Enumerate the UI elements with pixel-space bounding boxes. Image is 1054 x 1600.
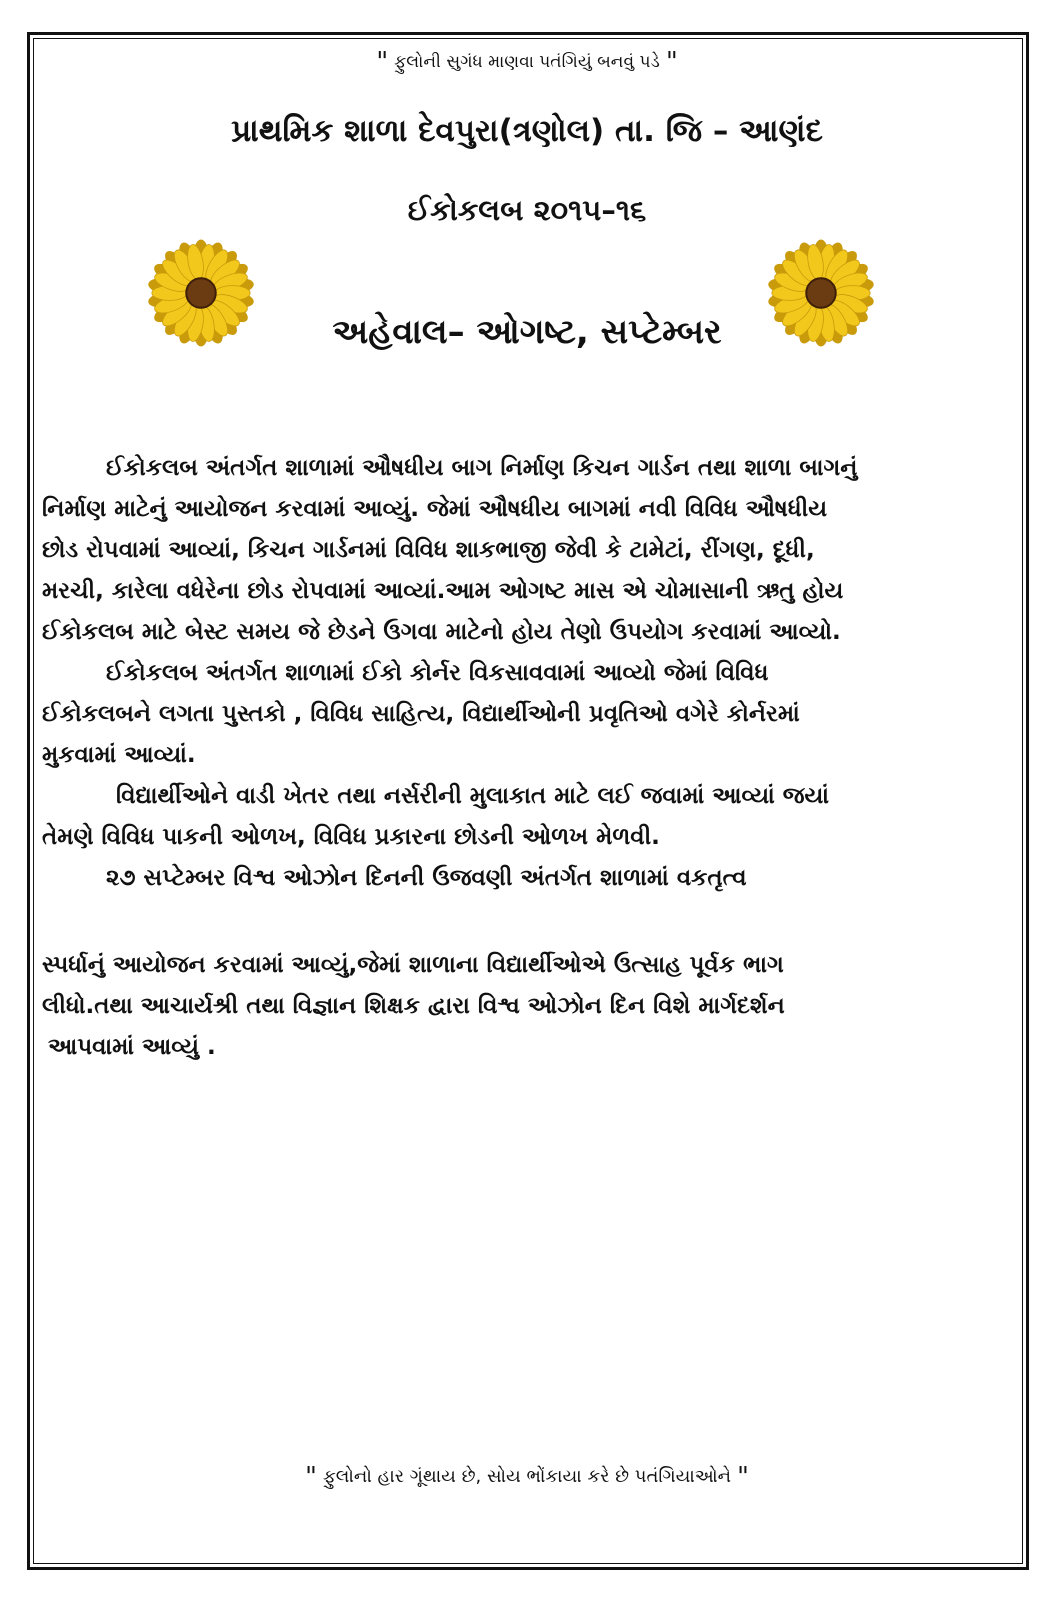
body-line: આપવામાં આવ્યું . — [48, 1034, 216, 1060]
quote-mark-open: " — [376, 47, 389, 77]
body-line: વિદ્યાર્થીઓને વાડી ખેતર તથા નર્સરીની મુલાકાત માટે લઈ જવામાં આવ્યાં જયાં — [116, 783, 830, 809]
top-quote-text: ફુલોની સુગંધ માણવા પતંગિયું બનવું પડે — [394, 52, 660, 72]
school-title: પ્રાથમિક શાળા દેવપુરા(ત્રણોલ) તા. જિ – આણંદ — [231, 113, 823, 149]
top-quote — [0, 47, 1054, 77]
body-line: ઈકોકલબ અંતર્ગત શાળામાં ઔષધીય બાગ નિર્માણ કિચન ગાર્ડન તથા શાળા બાગનું — [106, 455, 858, 481]
body-line: તેમણે વિવિધ પાકની ઓળખ, વિવિધ પ્રકારના છોડની ઓળખ મેળવી. — [42, 824, 660, 850]
bottom-quote — [0, 1462, 1054, 1492]
body-line: નિર્માણ માટેનું આયોજન કરવામાં આવ્યું. જેમાં ઔષધીય બાગમાં નવી વિવિધ ઔષધીય — [42, 496, 828, 522]
body-line: ઈકોકલબ અંતર્ગત શાળામાં ઈકો કોર્નર વિકસાવવામાં આવ્યો જેમાં વિવિધ — [106, 660, 769, 686]
body-line: મરચી, કારેલા વધેરેના છોડ રોપવામાં આવ્યાં.આમ ઓગષ્ટ માસ એ ચોમાસાની ઋતુ હોય — [42, 578, 844, 604]
body-line: મુકવામાં આવ્યાં. — [42, 742, 196, 768]
body-line: લીધો.તથા આચાર્યશ્રી તથા વિજ્ઞાન શિક્ષક દ્વારા વિશ્વ ઓઝોન દિન વિશે માર્ગદર્શન — [42, 993, 785, 1019]
club-year-title: ઈકોકલબ ૨૦૧૫–૧૬ — [407, 193, 647, 227]
body-line: ઈકોકલબ માટે બેસ્ટ સમય જે છેડને ઉગવા માટેનો હોય તેણો ઉપયોગ કરવામાં આવ્યો. — [42, 619, 841, 645]
report-heading: અહેવાલ– ઓગષ્ટ, સપ્ટેમ્બર — [332, 312, 722, 352]
quote-mark-close: " — [737, 1462, 750, 1492]
body-line: છોડ રોપવામાં આવ્યાં, કિચન ગાર્ડનમાં વિવિધ શાકભાજી જેવી કે ટામેટાં, રીંગણ, દૂધી, — [42, 537, 815, 563]
report-body-part-2 — [42, 945, 1002, 1068]
report-body-part-1 — [42, 448, 1002, 899]
body-line: સ્પર્ધાનું આયોજન કરવામાં આવ્યું,જેમાં શાળાના વિદ્યાર્થીઓએ ઉત્સાહ પૂર્વક ભાગ — [42, 952, 784, 978]
sunflower-icon — [762, 234, 880, 352]
body-line: ઈકોકલબને લગતા પુસ્તકો , વિવિધ સાહિત્ય, વિદ્યાર્થીઓની પ્રવૃતિઓ વગેરે કોર્નરમાં — [42, 701, 800, 727]
quote-mark-close: " — [665, 47, 678, 77]
quote-mark-open: " — [304, 1462, 317, 1492]
body-line: ૨૭ સપ્ટેમ્બર વિશ્વ ઓઝોન દિનની ઉજવણી અંતર્ગત શાળામાં વકતૃત્વ — [106, 865, 747, 891]
bottom-quote-text: ફુલોનો હાર ગૂંથાય છે, સોય ભોંકાયા કરે છે પતંગિયાઓને — [322, 1466, 732, 1487]
